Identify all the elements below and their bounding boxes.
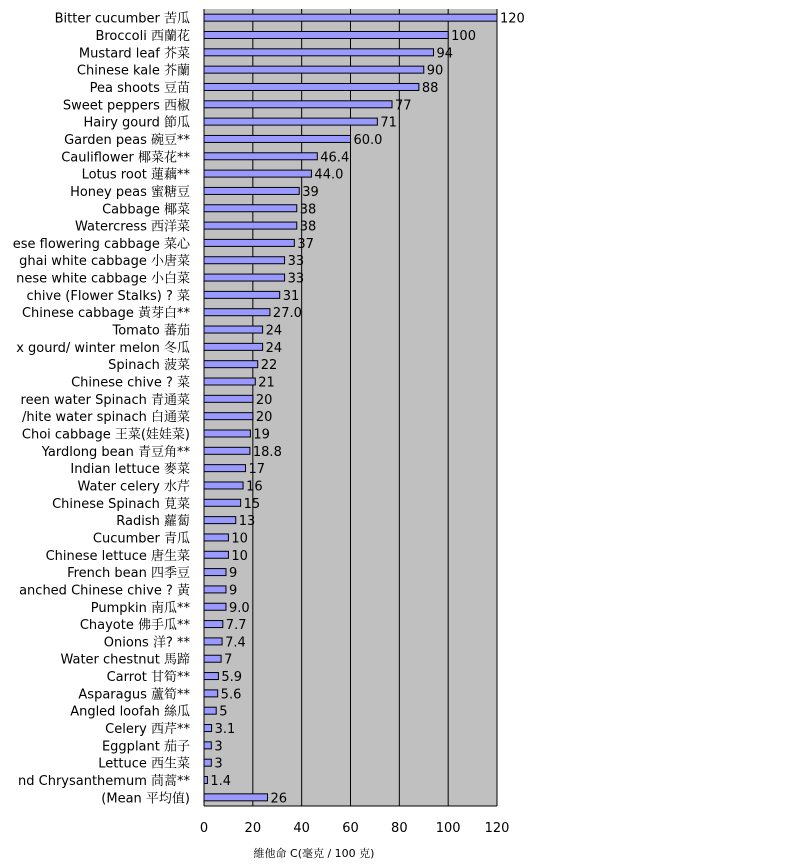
bar [204, 621, 223, 628]
bar [204, 777, 207, 784]
bar [204, 430, 250, 437]
bar [204, 603, 226, 610]
category-label: Garden peas 碗豆** [64, 132, 190, 148]
data-label: 77 [395, 98, 412, 114]
category-label: Celery 西芹** [105, 722, 190, 738]
category-label: Cauliflower 椰菜花** [61, 150, 190, 166]
category-label: Chinese Spinach 莧菜 [52, 496, 190, 512]
category-label: Carrot 甘筍** [106, 670, 190, 686]
data-label: 33 [287, 271, 305, 287]
data-label: 13 [238, 514, 256, 530]
bar [204, 482, 243, 489]
data-label: 90 [426, 63, 444, 79]
category-label: Tomato 蕃茄 [112, 323, 190, 339]
data-label: 60.0 [353, 132, 383, 148]
category-label: nd Chrysanthemum 茼蒿** [18, 774, 190, 790]
bar [204, 170, 311, 177]
bar [204, 447, 250, 454]
data-label: 20 [255, 392, 273, 408]
category-label: Cabbage 椰菜 [102, 202, 190, 218]
data-label: 24 [265, 323, 283, 339]
category-label: Watercress 西洋菜 [74, 219, 190, 235]
bar [204, 395, 253, 402]
data-label: 15 [243, 496, 261, 512]
category-label: Lotus root 蓮藕** [81, 167, 190, 183]
category-label: Angled loofah 絲瓜 [70, 704, 190, 720]
bar [204, 794, 267, 801]
data-label: 18.8 [252, 444, 282, 460]
category-label: nese white cabbage 小白菜 [16, 271, 190, 287]
data-label: 38 [299, 219, 317, 235]
category-label: Choi cabbage 王菜(娃娃菜) [21, 427, 190, 443]
x-axis-title: 維他命 C(毫克 / 100 克) [253, 847, 375, 860]
data-label: 3 [214, 739, 223, 755]
category-label: Asparagus 蘆筍** [78, 687, 190, 703]
category-label: (Mean 平均值) [101, 791, 190, 807]
category-label: Chinese chive ? 菜 [71, 375, 190, 391]
category-labels [13, 12, 191, 807]
bar [204, 222, 297, 229]
data-label: 120 [500, 11, 525, 27]
category-label: Chinese cabbage 黃芽白** [21, 306, 190, 322]
category-label: Chinese lettuce 唐生菜 [45, 548, 190, 564]
category-label: Cucumber 青瓜 [92, 531, 190, 547]
category-label: chive (Flower Stalks) ? 菜 [26, 288, 190, 304]
category-label: Chinese kale 芥蘭 [76, 63, 190, 79]
data-label: 31 [282, 288, 300, 304]
bar [204, 569, 226, 576]
category-label: Onions 洋? ** [103, 635, 190, 651]
data-label: 9.0 [228, 600, 250, 616]
data-label: 5.6 [220, 687, 242, 703]
x-tick-label: 80 [391, 821, 408, 836]
bar [204, 638, 222, 645]
bar [204, 673, 218, 680]
bar [204, 759, 211, 766]
data-label: 21 [258, 375, 275, 391]
data-label: 39 [302, 184, 319, 200]
data-label: 33 [287, 254, 305, 270]
category-label: Hairy gourd 節瓜 [83, 115, 190, 131]
bar [204, 187, 299, 194]
data-label: 94 [436, 46, 454, 62]
category-label: Mustard leaf 芥菜 [78, 46, 190, 62]
data-label: 16 [246, 479, 263, 495]
bar [204, 586, 226, 593]
category-label: ghai white cabbage 小唐菜 [19, 254, 190, 270]
bar [204, 343, 263, 350]
category-label: ese flowering cabbage 菜心 [12, 236, 190, 252]
bar [204, 413, 253, 420]
category-label: Eggplant 茄子 [101, 739, 190, 755]
bar [204, 31, 448, 38]
bar [204, 465, 246, 472]
bar [204, 725, 212, 732]
data-label: 88 [421, 80, 439, 96]
bar [204, 101, 392, 108]
data-label: 100 [451, 28, 476, 44]
category-label: Spinach 菠菜 [108, 358, 190, 374]
bar [204, 118, 377, 125]
bar [204, 517, 236, 524]
data-label: 10 [231, 548, 248, 564]
data-label: 5.9 [221, 670, 243, 686]
category-label: Chayote 佛手瓜** [79, 618, 190, 634]
category-label: Sweet peppers 西椒 [62, 98, 190, 114]
x-tick-label: 120 [484, 821, 510, 836]
bar [204, 153, 317, 160]
data-label: 19 [253, 427, 270, 443]
data-label: 9 [228, 583, 238, 599]
category-label: reen water Spinach 青通菜 [20, 392, 190, 408]
x-tick-labels [200, 821, 510, 836]
data-label: 46.4 [320, 150, 350, 166]
bar [204, 83, 419, 90]
bar [204, 205, 297, 212]
x-tick-label: 100 [435, 821, 461, 836]
data-label: 71 [380, 115, 397, 131]
x-tick-label: 60 [342, 821, 359, 836]
bar [204, 309, 270, 316]
bar [204, 534, 228, 541]
bar [204, 707, 216, 714]
x-tick-label: 20 [244, 821, 262, 836]
category-label: French bean 四季豆 [67, 566, 190, 582]
bar [204, 49, 434, 56]
category-label: Pea shoots 豆苗 [89, 80, 190, 96]
data-label: 27.0 [272, 306, 302, 322]
category-label: Indian lettuce 麥菜 [70, 462, 190, 478]
data-label: 26 [270, 791, 288, 807]
category-label: Water chestnut 馬蹄 [60, 652, 190, 668]
data-label: 5 [219, 704, 228, 720]
data-label: 7 [224, 652, 233, 668]
data-label: 3.1 [214, 722, 236, 738]
data-label: 24 [265, 340, 283, 356]
category-label: /hite water spinach 白通菜 [22, 410, 190, 426]
bar [204, 135, 351, 142]
bar [204, 690, 218, 697]
bar [204, 499, 241, 506]
data-label: 22 [260, 358, 278, 374]
bar [204, 14, 497, 21]
data-label: 10 [231, 531, 248, 547]
category-label: Lettuce 西生菜 [98, 756, 190, 772]
bar [204, 361, 258, 368]
category-label: Bitter cucumber 苦瓜 [54, 11, 190, 27]
data-label: 38 [299, 202, 317, 218]
bar [204, 66, 424, 73]
bar [204, 257, 285, 264]
x-tick-label: 40 [293, 821, 310, 836]
category-label: Broccoli 西蘭花 [95, 28, 190, 44]
bar [204, 655, 221, 662]
category-label: Honey peas 蜜糖豆 [70, 184, 190, 200]
category-label: anched Chinese chive ? 黃 [19, 583, 190, 599]
data-label: 7.7 [225, 618, 247, 634]
category-label: Radish 蘿蔔 [116, 514, 190, 530]
data-label: 3 [214, 756, 223, 772]
category-label: Water celery 水芹 [77, 479, 190, 495]
category-label: Yardlong bean 青豆角** [41, 444, 190, 460]
data-label: 20 [255, 410, 273, 426]
data-label: 17 [248, 462, 266, 478]
data-label: 44.0 [314, 167, 344, 183]
bar [204, 239, 294, 246]
x-tick-label: 0 [199, 821, 209, 836]
bar [204, 291, 280, 298]
category-label: x gourd/ winter melon 冬瓜 [16, 340, 190, 356]
data-label: 7.4 [225, 635, 246, 651]
data-label: 1.4 [210, 774, 232, 790]
data-label: 37 [297, 236, 314, 252]
data-label: 9 [228, 566, 238, 582]
category-label: Pumpkin 南瓜** [90, 600, 190, 616]
bar [204, 551, 228, 558]
bar [204, 326, 263, 333]
bar [204, 378, 255, 385]
bar [204, 274, 285, 281]
bar [204, 742, 211, 749]
